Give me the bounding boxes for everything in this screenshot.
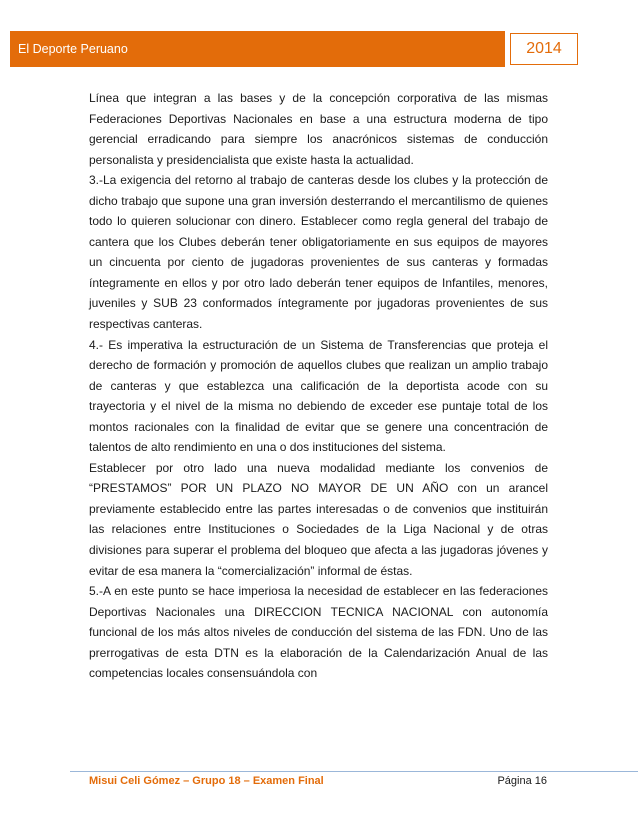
- footer-author: Misui Celi Gómez – Grupo 18 – Examen Final: [89, 775, 324, 787]
- header-title: El Deporte Peruano: [10, 31, 505, 67]
- footer-divider: [70, 771, 638, 772]
- paragraph: Línea que integran a las bases y de la concepción corporativa de las mismas Federaciones Deportivas Nacionales en base a una estructura moderna de tipo gerencial erradicando para siempre los anacrónicos sistemas de conducción personalista y presidencialista que existe hasta la actualidad.: [89, 91, 548, 167]
- body-text: [89, 88, 548, 684]
- paragraph: 5.-A en este punto se hace imperiosa la necesidad de establecer en las federaciones Deportivas Nacionales una DIRECCION TECNICA NACIONAL con autonomía funcional de los más altos niveles de conducción del sistema de las FDN. Uno de las prerrogativas de esta DTN es la elaboración de la Calendarización Anual de las competencias locales consensuándola con: [89, 584, 548, 681]
- paragraph: Establecer por otro lado una nueva modalidad mediante los convenios de “PRESTAMOS” POR UN PLAZO NO MAYOR DE UN AÑO con un arancel previamente establecido entre las partes interesadas o de convenios que instituirán las relaciones entre Instituciones o Sociedades de la Liga Nacional y de otras divisiones para superar el problema del bloqueo que afecta a las jugadoras jóvenes y evitar de esa manera la “comercialización” informal de éstas.: [89, 460, 548, 578]
- page-number: Página 16: [497, 775, 547, 787]
- page-header: [10, 31, 628, 67]
- paragraph: 4.- Es imperativa la estructuración de un Sistema de Transferencias que proteja el derecho de formación y promoción de aquellos clubes que realizan un amplio trabajo de canteras y que establezca una calificación de la deportista acode con su trayectoria y el nivel de la misma no debiendo de exceder ese puntaje total de los montos racionales con la finalidad de evitar que se genere una concentración de talentos de alto rendimiento en una o dos instituciones del sistema.: [89, 337, 548, 455]
- paragraph: 3.-La exigencia del retorno al trabajo de canteras desde los clubes y la protección de dicho trabajo que supone una gran inversión desterrando el mercantilismo de quienes todo lo quieren solucionar con dinero. Establecer como regla general del trabajo de cantera que los Clubes deberán tener obligatoriamente en sus equipos de mayores un cincuenta por ciento de jugadoras provenientes de sus canteras y formadas íntegramente en ellos y por otro lado deberán tener equipos de Infantiles, menores, juveniles y SUB 23 conformados íntegramente por jugadoras provenientes de sus respectivas canteras.: [89, 173, 548, 332]
- header-year: 2014: [510, 33, 578, 65]
